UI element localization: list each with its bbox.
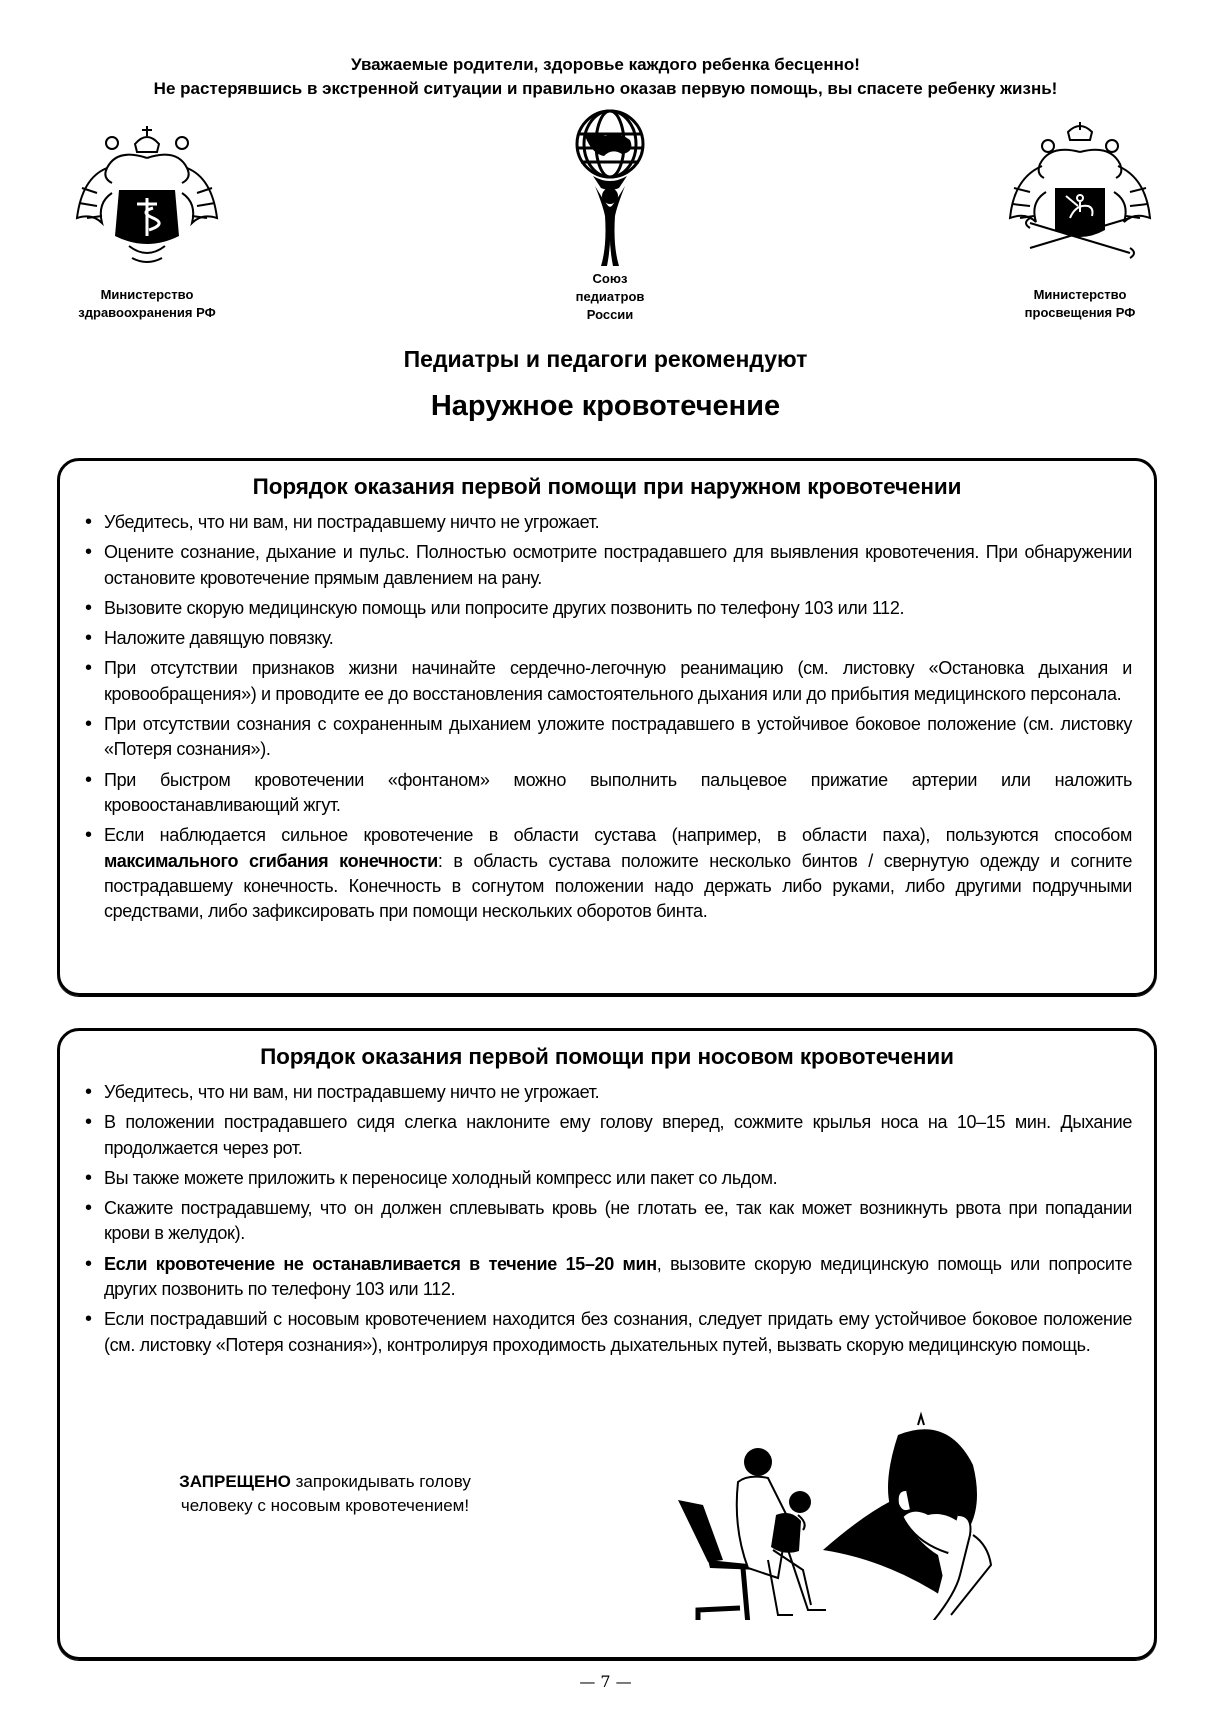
instruction-list <box>60 510 1154 924</box>
list-item: • Вы также можете приложить к переносице холодный компресс или пакет со льдом. <box>85 1166 1132 1191</box>
warning-text-1: запрокидывать голову <box>290 1472 471 1491</box>
external-bleeding-section <box>57 458 1157 996</box>
instruction-list <box>60 1080 1154 1358</box>
list-item-text: : в область сустава положите несколько бинтов / свернутую одежду и согните пострадавшему конечность. Конечность в согнутом положении надо держать либо руками, либо другими подручными средствами, либо зафиксировать при помощи нескольких оборотов бинта. <box>104 850 1132 922</box>
list-item: • Убедитесь, что ни вам, ни пострадавшему ничто не угрожает. <box>85 510 1132 535</box>
page-number: — 7 — <box>579 1672 632 1691</box>
intro-line-1: Уважаемые родители, здоровье каждого ребенка бесценно! <box>351 55 860 74</box>
logo-ministry-health <box>42 118 252 322</box>
subtitle: Педиатры и педагоги рекомендуют <box>403 346 808 372</box>
list-item: • Наложите давящую повязку. <box>85 626 1132 651</box>
logo-right-line-2: просвещения РФ <box>1024 305 1136 320</box>
list-item <box>85 823 1132 924</box>
list-item-text: Если наблюдается сильное кровотечение в области сустава (например, в области паха), пользуются способом <box>104 825 1132 846</box>
intro-line-2: Не растерявшись в экстренной ситуации и правильно оказав первую помощь, вы спасете ребенку жизнь! <box>153 79 1058 98</box>
logo-right-line-1: Министерство <box>1033 287 1127 302</box>
warning-text-2: человеку с носовым кровотечением! <box>180 1496 470 1515</box>
list-item <box>85 1252 1132 1303</box>
section-heading: Порядок оказания первой помощи при наружном кровотечении <box>252 474 962 499</box>
coat-of-arms-health-icon <box>67 118 227 268</box>
list-item: • Убедитесь, что ни вам, ни пострадавшему ничто не угрожает. <box>85 1080 1132 1105</box>
list-item: • При отсутствии сознания с сохраненным дыханием уложите пострадавшего в устойчивое боковое положение (см. листовку «Потеря сознания»). <box>85 712 1132 763</box>
warning-label: ЗАПРЕЩЕНО <box>179 1472 291 1491</box>
list-item: • Если пострадавший с носовым кровотечением находится без сознания, следует придать ему устойчивое боковое положение (см. листовку «Потеря сознания»), контролируя проходимость дыхательных путей, вызвать скорую медицинскую помощь. <box>85 1307 1132 1358</box>
coat-of-arms-education-icon <box>1000 118 1160 268</box>
list-item-emphasis: максимального сгибания конечности <box>104 850 438 871</box>
list-item-emphasis: Если кровотечение не останавливается в течение 15–20 мин <box>104 1253 657 1274</box>
logo-union-pediatricians <box>540 108 680 324</box>
list-item: • В положении пострадавшего сидя слегка наклоните ему голову вперед, сожмите крылья носа на 10–15 мин. Дыхание продолжается через рот. <box>85 1110 1132 1161</box>
globe-figure-icon <box>565 108 655 268</box>
intro-text <box>0 53 1211 101</box>
child-pinching-nose-illustration <box>818 1405 998 1620</box>
logo-left-line-2: здравоохранения РФ <box>78 305 216 320</box>
list-item: • Оцените сознание, дыхание и пульс. Полностью осмотрите пострадавшего для выявления кровотечения. При обнаружении остановите кровотечение прямым давлением на рану. <box>85 540 1132 591</box>
warning-note <box>115 1470 535 1518</box>
list-item: • При быстром кровотечении «фонтаном» можно выполнить пальцевое прижатие артерии или наложить кровоостанавливающий жгут. <box>85 768 1132 819</box>
list-item-text: , вызовите скорую медицинскую помощь или попросите других позвонить по телефону 103 или 112. <box>104 1253 1132 1300</box>
list-item: • Скажите пострадавшему, что он должен сплевывать кровь (не глотать ее, так как может возникнуть рвота при попадании крови в желудок). <box>85 1196 1132 1247</box>
logo-ministry-education <box>970 118 1190 322</box>
logo-center-line-1: Союз <box>592 271 628 286</box>
list-item: • Вызовите скорую медицинскую помощь или попросите других позвонить по телефону 103 или 112. <box>85 596 1132 621</box>
page-title: Наружное кровотечение <box>430 390 781 422</box>
logo-left-line-1: Министерство <box>100 287 194 302</box>
logo-center-line-3: России <box>586 307 634 322</box>
list-item: • При отсутствии признаков жизни начинайте сердечно-легочную реанимацию (см. листовку «Остановка дыхания и кровообращения») и проводите ее до восстановления самостоятельного дыхания или до прибытия медицинского персонала. <box>85 656 1132 707</box>
section-heading: Порядок оказания первой помощи при носовом кровотечении <box>260 1044 954 1069</box>
logo-center-line-2: педиатров <box>575 289 645 304</box>
